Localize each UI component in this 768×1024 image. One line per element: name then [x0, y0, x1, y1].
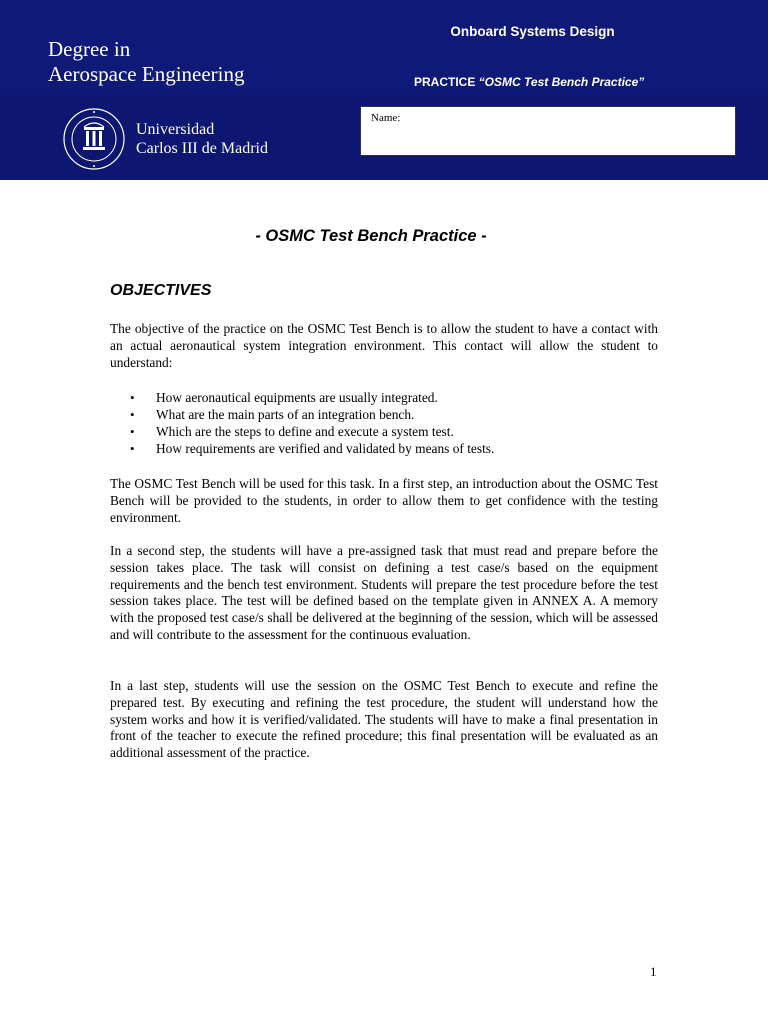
section-title-objectives: OBJECTIVES [110, 282, 212, 299]
paragraph-intro: The objective of the practice on the OSMC Test Bench is to allow the student to have a contact with an actual aeronautical system integration environment. This contact will allow the student to understand: [110, 321, 658, 370]
university-seal-icon [62, 107, 126, 171]
university-line-1: Universidad [136, 121, 215, 138]
document-title: - OSMC Test Bench Practice - [255, 227, 487, 245]
list-item: • Which are the steps to define and execute a system test. [110, 423, 658, 440]
paragraph-first-step: The OSMC Test Bench will be used for this task. In a first step, an introduction about the OSMC Test Bench will be provided to the students, in order to allow them to get confidence with the testing environment. [110, 476, 658, 525]
university-name [136, 120, 268, 158]
degree-title [48, 37, 245, 87]
objectives-list [110, 389, 658, 457]
paragraph-second-step: In a second step, the students will have a pre-assigned task that must read and prepare before the session takes place. The task will consist on defining a test case/s based on the equipment requirements and the bench test environment. Students will prepare the test procedure before the test session takes place. The test will be defined based on the template given in ANNEX A. A memory with the proposed test case/s shall be delivered at the beginning of the session, which will be assessed and will contribute to the assessment for the continuous evaluation. [110, 543, 658, 642]
practice-label [414, 75, 644, 89]
degree-line-1: Degree in [48, 37, 131, 61]
page-number: 1 [650, 964, 657, 979]
name-field[interactable] [360, 106, 736, 156]
list-item: • How aeronautical equipments are usually integrated. [110, 389, 658, 406]
course-name: Onboard Systems Design [450, 24, 615, 39]
name-label: Name: [371, 112, 401, 124]
paragraph-last-step: In a last step, students will use the session on the OSMC Test Bench to execute and refine the prepared test. By executing and refining the test procedure, the student will understand how the system works and how it is verified/validated. The students will have to make a final presentation in front of the teacher to execute the refined procedure; this final presentation will be evaluated as an additional assessment of the practice. [110, 678, 658, 761]
degree-line-2: Aerospace Engineering [48, 62, 245, 86]
list-item: • What are the main parts of an integration bench. [110, 406, 658, 423]
list-item: • How requirements are verified and validated by means of tests. [110, 440, 658, 457]
practice-prefix: PRACTICE [414, 75, 479, 89]
university-line-2: Carlos III de Madrid [136, 140, 268, 157]
practice-name: “OSMC Test Bench Practice” [478, 75, 645, 89]
